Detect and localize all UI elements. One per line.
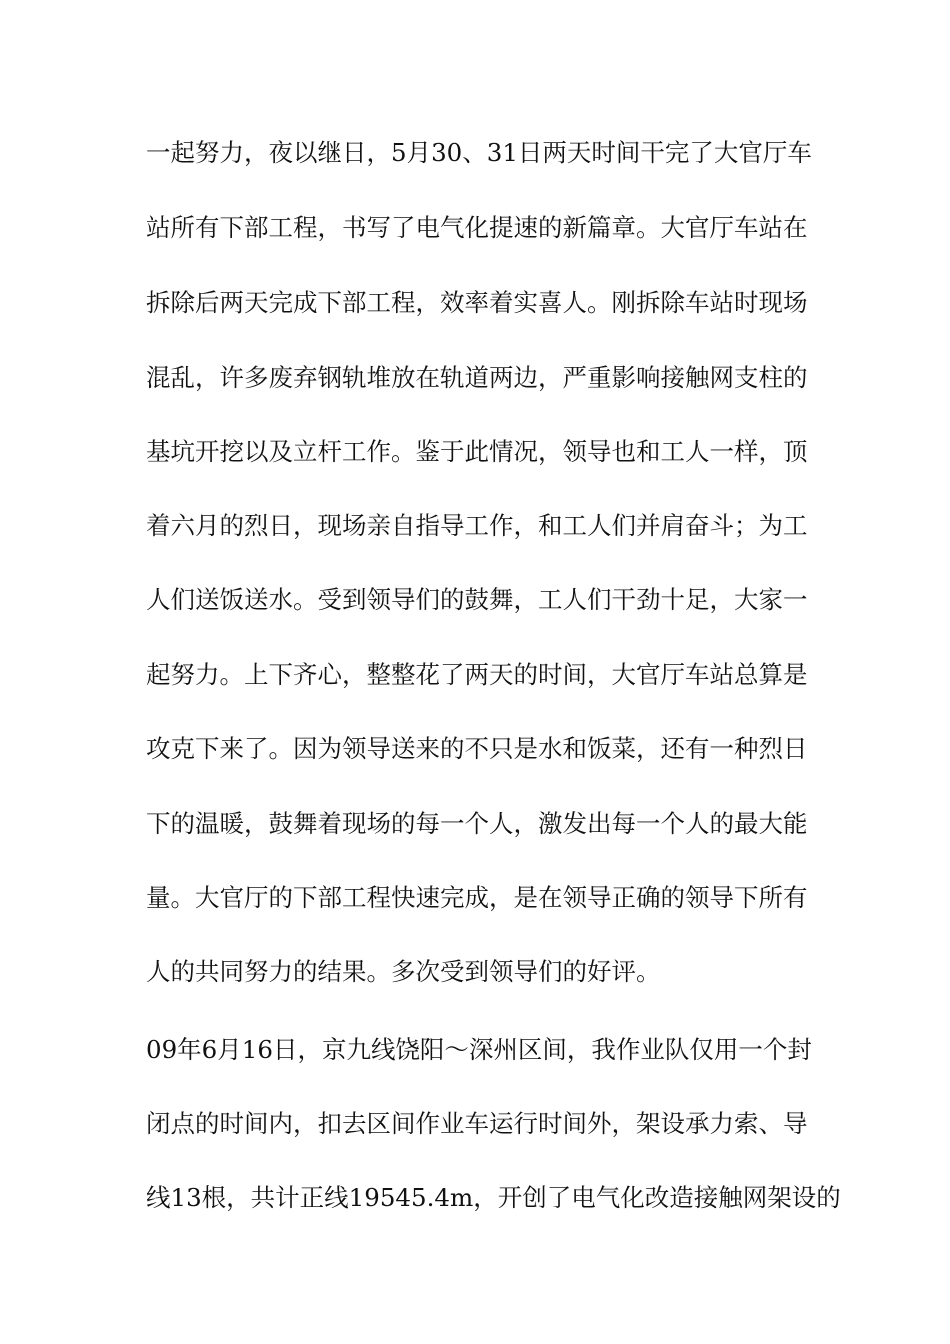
text-line: 一起努力，夜以继日，5月30、31日两天时间干完了大官厅车 — [146, 138, 812, 167]
text-line: 闭点的时间内，扣去区间作业车运行时间外，架设承力索、导 — [146, 1109, 808, 1138]
text-line: 09年6月16日，京九线饶阳～深州区间，我作业队仅用一个封 — [146, 1035, 812, 1064]
text-line: 站所有下部工程，书写了电气化提速的新篇章。大官厅车站在 — [146, 213, 808, 242]
text-line: 着六月的烈日，现场亲自指导工作，和工人们并肩奋斗；为工 — [146, 511, 808, 540]
text-line: 混乱，许多废弃钢轨堆放在轨道两边，严重影响接触网支柱的 — [146, 363, 808, 392]
text-line: 下的温暖，鼓舞着现场的每一个人，激发出每一个人的最大能 — [146, 809, 808, 838]
text-line: 线13根，共计正线19545.4m，开创了电气化改造接触网架设的 — [146, 1183, 841, 1212]
text-line: 人们送饭送水。受到领导们的鼓舞，工人们干劲十足，大家一 — [146, 585, 808, 614]
text-line: 量。大官厅的下部工程快速完成，是在领导正确的领导下所有 — [146, 883, 808, 912]
text-line: 基坑开挖以及立杆工作。鉴于此情况，领导也和工人一样，顶 — [146, 437, 808, 466]
text-line: 拆除后两天完成下部工程，效率着实喜人。刚拆除车站时现场 — [146, 288, 808, 317]
text-line: 起努力。上下齐心，整整花了两天的时间，大官厅车站总算是 — [146, 660, 808, 689]
text-line: 攻克下来了。因为领导送来的不只是水和饭菜，还有一种烈日 — [146, 734, 808, 763]
text-line: 人的共同努力的结果。多次受到领导们的好评。 — [146, 957, 661, 986]
